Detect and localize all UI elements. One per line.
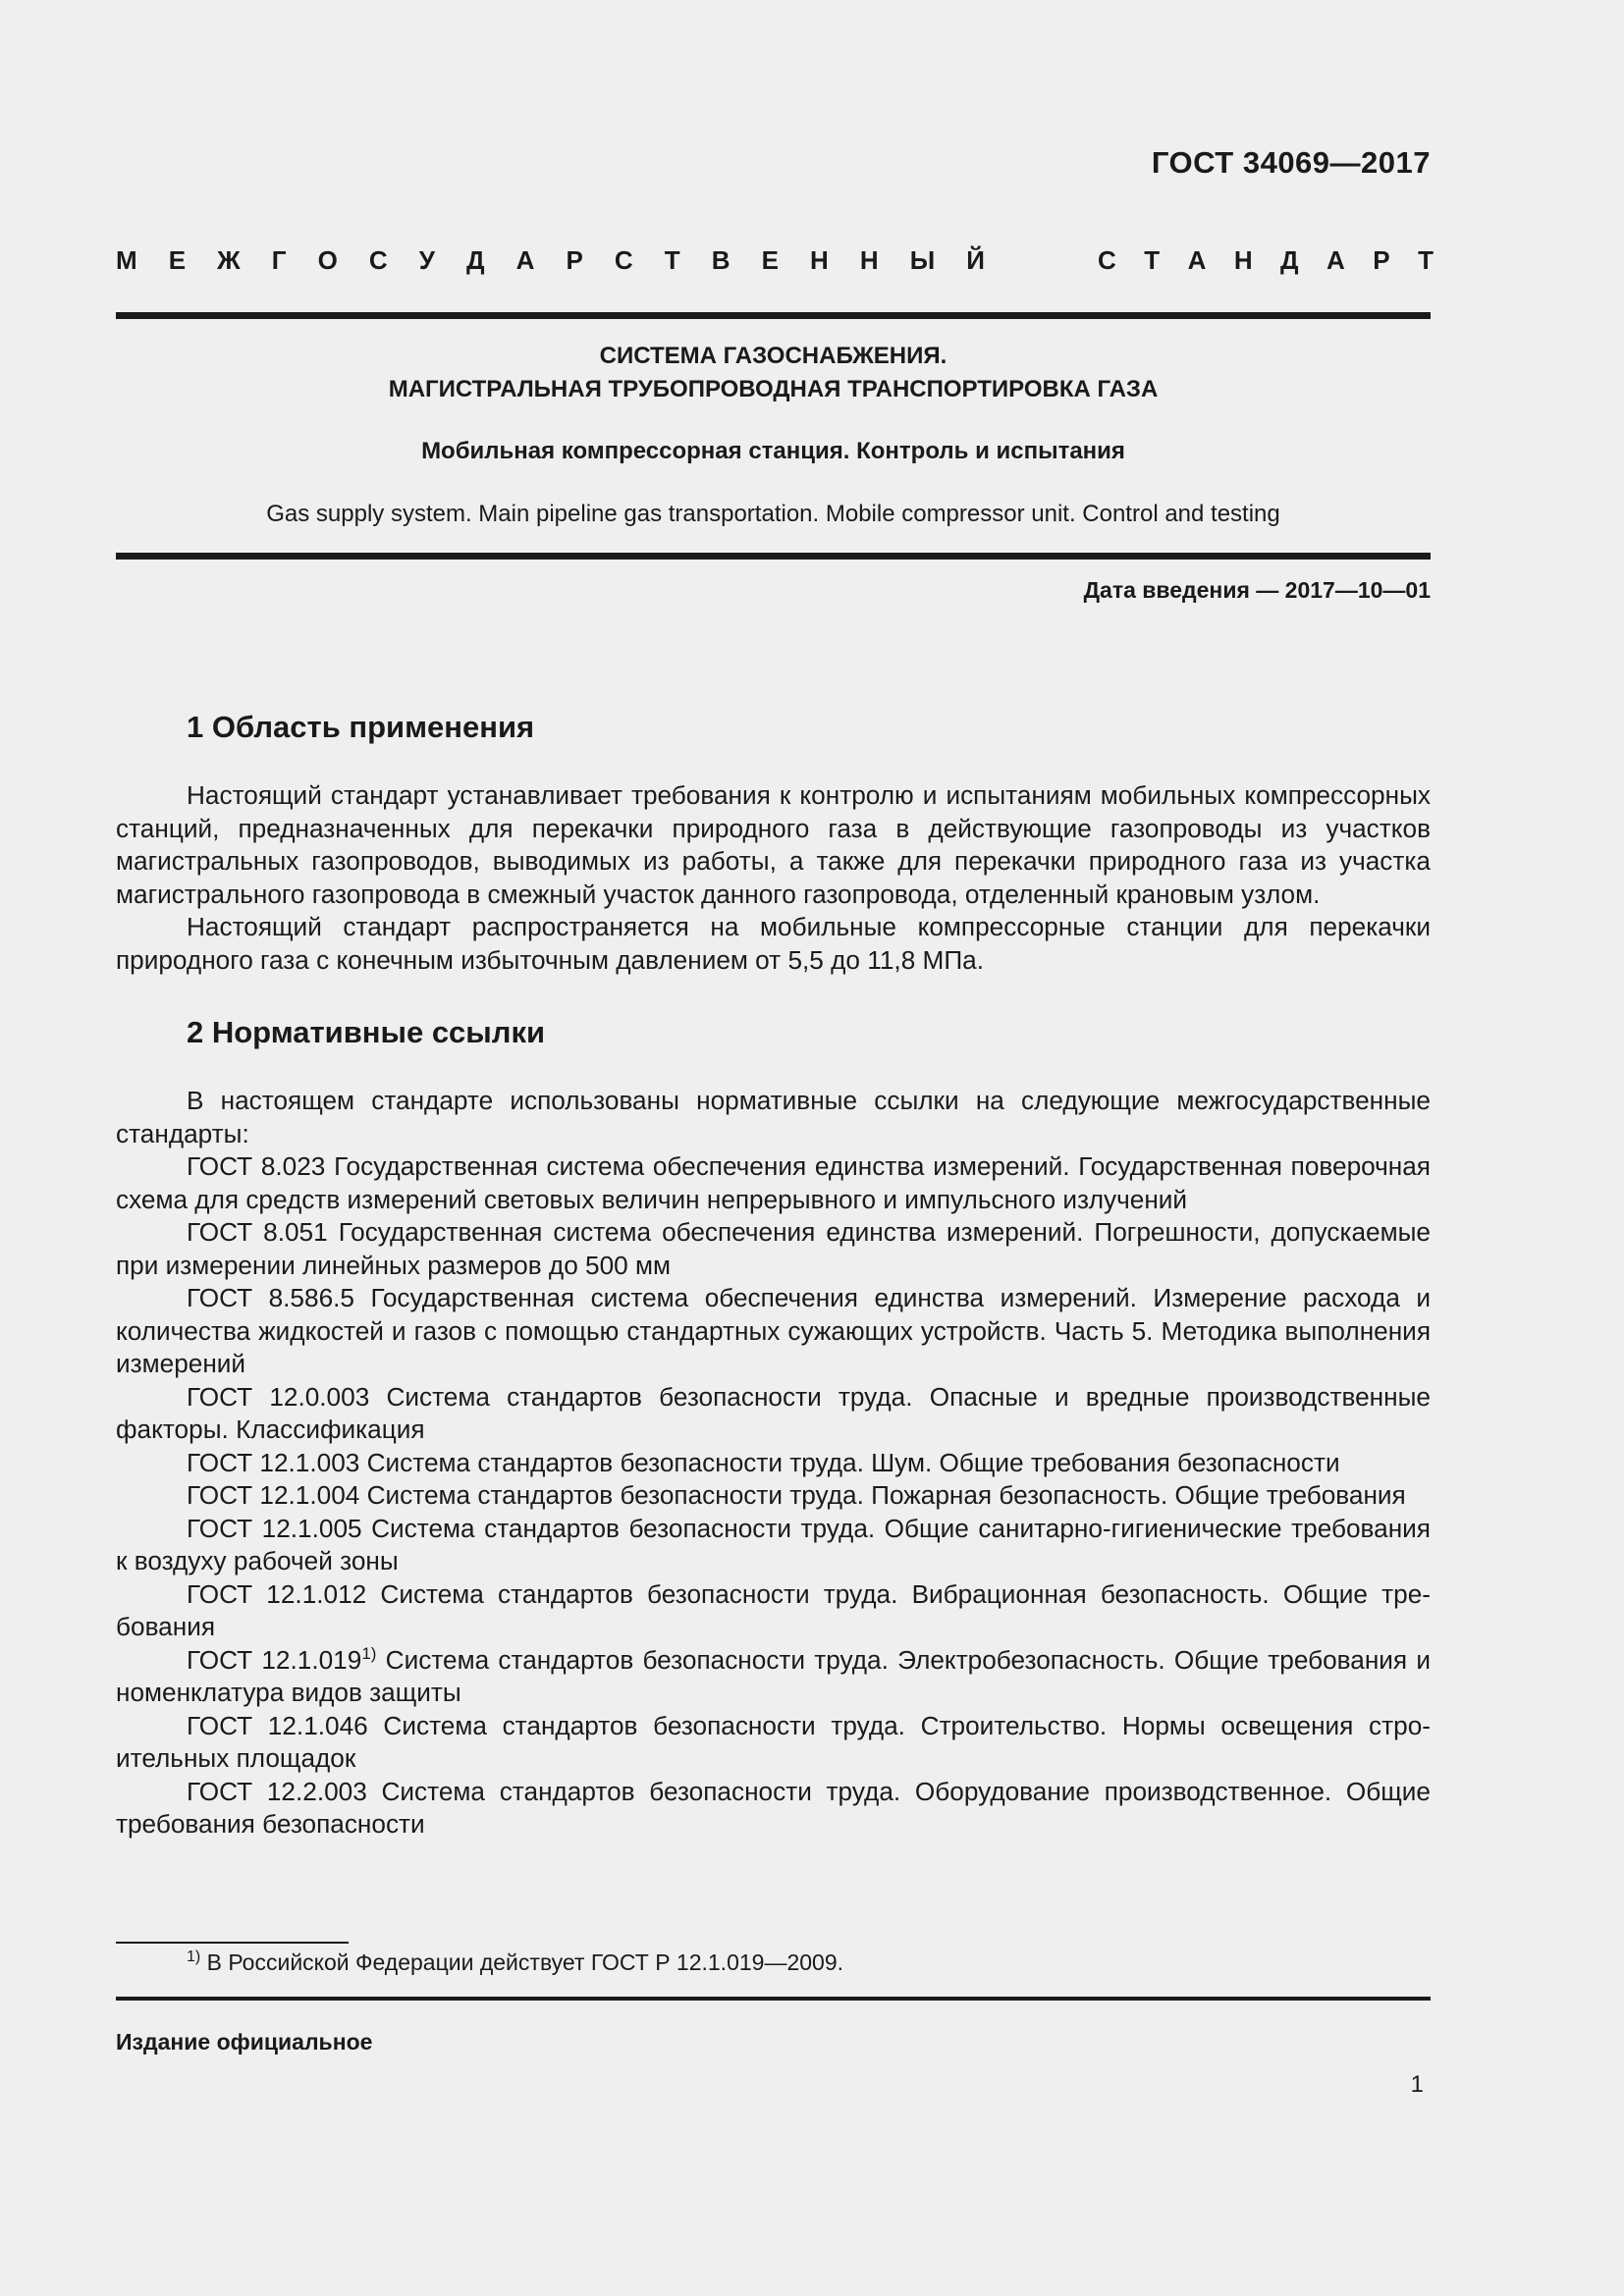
banner-word-standard: [1098, 245, 1434, 276]
reference-item: ГОСТ 8.586.5 Государственная система обеспечения единства измерений. Измерение расхода и количества жидкостей и газов с помощью стандартных сужающих устройств. Часть 5. Методика выполнения измерений: [116, 1283, 1431, 1378]
paragraph: Настоящий стандарт устанавливает требования к контролю и испытаниям мобильных компрессорных станций, предназначенных для перекачки природного газа в действующие газопроводы из участков магистральных газопроводов, выводимых из работы, а также для перекачки природного газа из участка магистрального газопровода в смежный участок данного газопровода, отделенный крановым узлом.: [116, 780, 1431, 909]
banner-letter: Г: [271, 245, 287, 275]
footnote-separator: [116, 1942, 349, 1944]
footnote-marker: 1): [187, 1949, 201, 1965]
reference-item: ГОСТ 12.2.003 Система стандартов безопасности труда. Оборудование производственное. Общие требования безопасности: [116, 1776, 1431, 1839]
banner-letter: Е: [761, 245, 779, 275]
banner-letter: У: [418, 245, 435, 275]
banner-letter: Р: [566, 245, 583, 275]
paragraph: Настоящий стандарт распространяется на мобильные компрессорные станции для перекачки природного газа с конечным избыточным давлением от 5,5 до 11,8 МПа.: [116, 912, 1431, 975]
reference-item: ГОСТ 12.1.004 Система стандартов безопасности труда. Пожарная безопасность. Общие требования: [187, 1480, 1406, 1510]
reference-text: Система стандартов безопасности труда. Электробезопасность. Общие требования и номенклатура видов защиты: [116, 1644, 1431, 1707]
reference-item: ГОСТ 12.1.003 Система стандартов безопасности труда. Шум. Общие требования безопасности: [187, 1447, 1340, 1477]
banner-letter: А: [1326, 245, 1345, 275]
banner-letter: А: [1187, 245, 1207, 275]
banner-letter: Ы: [909, 245, 936, 275]
banner-letter: С: [1098, 245, 1116, 275]
banner-letter: Н: [859, 245, 879, 275]
reference-item: ГОСТ 8.051 Государственная система обеспечения единства измерений. Погрешности, допускаемые при измерении линейных размеров до 500 мм: [116, 1217, 1431, 1280]
reference-code: ГОСТ 12.1.019: [187, 1644, 362, 1675]
banner-letter: О: [317, 245, 338, 275]
banner-letter: Н: [810, 245, 829, 275]
banner-letter: М: [116, 245, 137, 275]
title-line-1: СИСТЕМА ГАЗОСНАБЖЕНИЯ.: [599, 343, 947, 369]
document-body: [116, 705, 1431, 1842]
banner-letter: В: [711, 245, 731, 275]
banner-letter: Н: [1233, 245, 1253, 275]
introduction-date: Дата введения — 2017—10—01: [1083, 577, 1431, 603]
page-number: 1: [1410, 2071, 1424, 2098]
paragraph: В настоящем стандарте использованы нормативные ссылки на следующие межгосударственные стандарты:: [116, 1086, 1431, 1148]
reference-item: ГОСТ 12.1.005 Система стандартов безопасности труда. Общие санитарно-гигиенические требования к воздуху рабочей зоны: [116, 1513, 1431, 1575]
banner-letter: Т: [1418, 245, 1434, 275]
header-rule-bottom: [116, 553, 1431, 560]
section-2-heading: 2 Нормативные ссылки: [187, 1015, 546, 1049]
banner-letter: Ж: [217, 245, 241, 275]
title-line-2: МАГИСТРАЛЬНАЯ ТРУБОПРОВОДНАЯ ТРАНСПОРТИРОВКА ГАЗА: [388, 376, 1159, 402]
banner-letter: А: [515, 245, 535, 275]
header-rule-top: [116, 312, 1431, 319]
banner-letter: Т: [1144, 245, 1161, 275]
gost-number: ГОСТ 34069—2017: [1151, 145, 1431, 180]
document-subtitle: Мобильная компрессорная станция. Контроль и испытания: [421, 438, 1125, 464]
footnote-marker: 1): [361, 1643, 377, 1663]
document-title: [116, 340, 1431, 406]
banner-letter: Д: [466, 245, 485, 275]
banner-letter: Т: [664, 245, 680, 275]
banner-letter: Д: [1280, 245, 1299, 275]
banner-letter: С: [368, 245, 388, 275]
footnote-text: В Российской Федерации действует ГОСТ Р 12.1.019—2009.: [200, 1949, 844, 1975]
banner-letter: Р: [1373, 245, 1390, 275]
reference-item-with-footnote: [116, 1644, 1431, 1710]
section-1-heading: 1 Область применения: [187, 710, 535, 744]
footnote: [187, 1946, 843, 1979]
reference-item: ГОСТ 12.1.012 Система стандартов безопасности труда. Вибрационная безопасность. Общие требования: [116, 1578, 1431, 1641]
banner-word-interstate: [116, 245, 985, 276]
reference-item: ГОСТ 12.0.003 Система стандартов безопасности труда. Опасные и вредные производственные факторы. Классификация: [116, 1381, 1431, 1444]
footer-rule: [116, 1997, 1431, 2001]
interstate-standard-banner: [116, 245, 1434, 276]
official-edition-label: Издание официальное: [116, 2029, 373, 2055]
banner-letter: С: [614, 245, 633, 275]
banner-letter: Е: [168, 245, 187, 275]
banner-letter: Й: [966, 245, 985, 275]
english-title: Gas supply system. Main pipeline gas transportation. Mobile compressor unit. Control and testing: [266, 501, 1280, 527]
reference-item: ГОСТ 12.1.046 Система стандартов безопасности труда. Строительство. Нормы освещения строительных площадок: [116, 1710, 1431, 1773]
reference-item: ГОСТ 8.023 Государственная система обеспечения единства измерений. Государственная поверочная схема для средств измерений световых величин непрерывного и импульсного излучений: [116, 1151, 1431, 1214]
